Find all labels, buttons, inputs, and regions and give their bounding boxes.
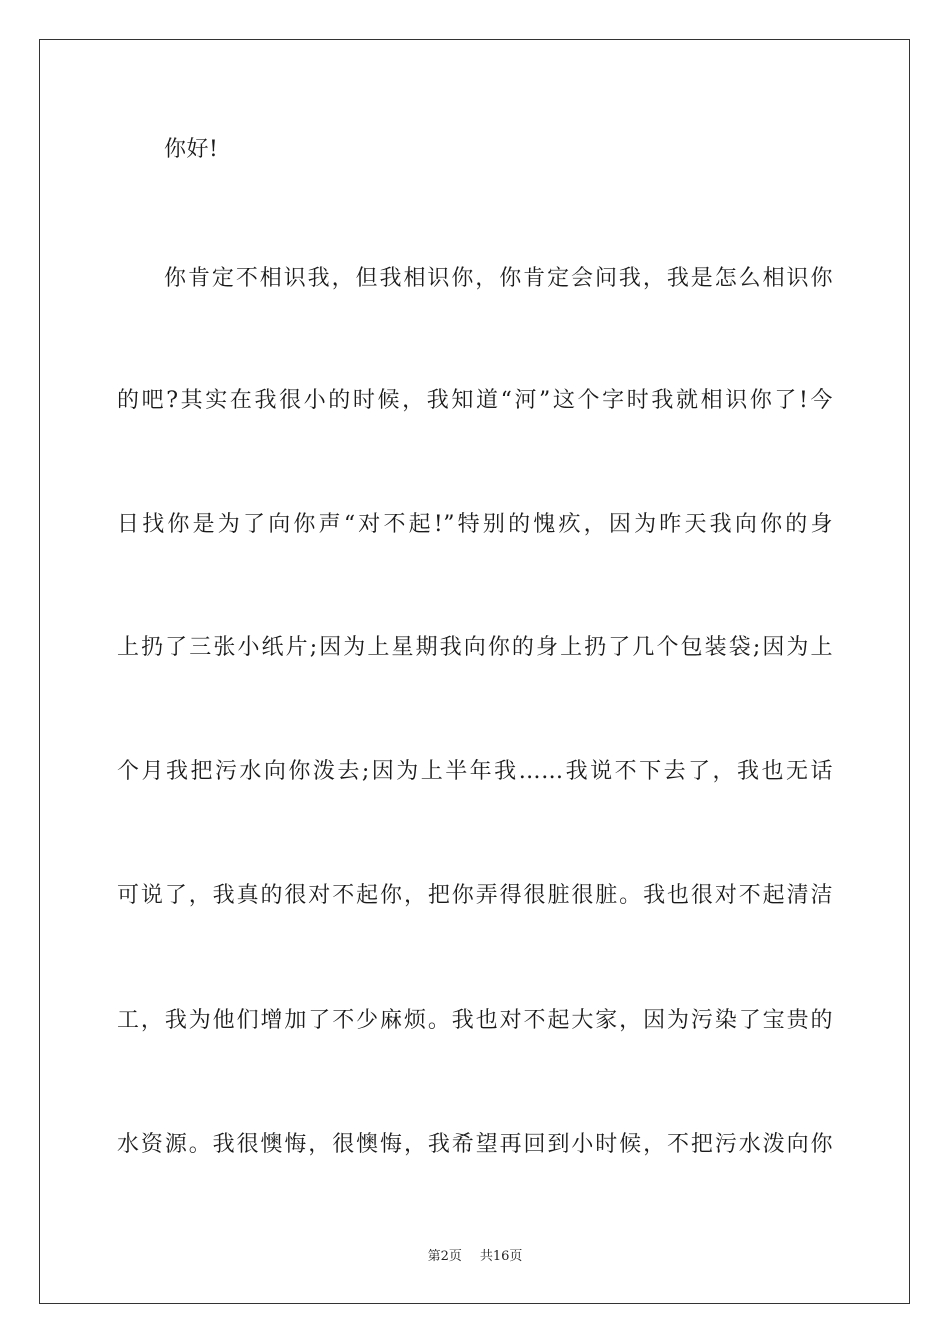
- paragraph-line: 的吧?其实在我很小的时候，我知道“河”这个字时我就相识你了!今: [117, 388, 833, 413]
- paragraph-line: 日找你是为了向你声“对不起!”特别的愧疚，因为昨天我向你的身: [117, 512, 833, 537]
- paragraph-line: 你肯定不相识我，但我相识你，你肯定会问我，我是怎么相识你: [164, 266, 833, 291]
- paragraph-line: 上扔了三张小纸片;因为上星期我向你的身上扔了几个包装袋;因为上: [117, 635, 833, 660]
- greeting-line: 你好!: [164, 137, 219, 162]
- paragraph-line: 水资源。我很懊悔，很懊悔，我希望再回到小时候，不把污水泼向你: [117, 1132, 833, 1157]
- paragraph-line: 可说了，我真的很对不起你，把你弄得很脏很脏。我也很对不起清洁: [117, 883, 833, 908]
- page-total: 共16页: [479, 1249, 523, 1264]
- paragraph-line: 工，我为他们增加了不少麻烦。我也对不起大家，因为污染了宝贵的: [117, 1008, 833, 1033]
- page-number: 第2页: [427, 1249, 462, 1264]
- paragraph-line: 个月我把污水向你泼去;因为上半年我……我说不下去了，我也无话: [117, 759, 833, 784]
- page-footer: [0, 1248, 950, 1266]
- page-border: [39, 39, 910, 1304]
